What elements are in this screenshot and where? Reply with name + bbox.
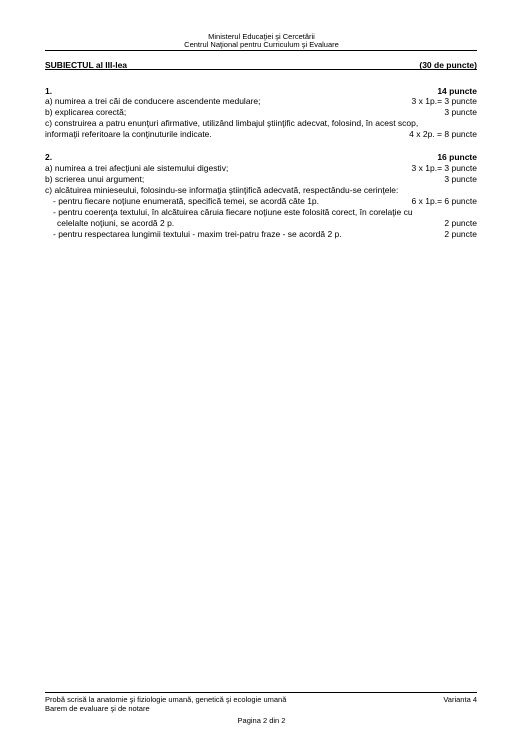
page-number: Pagina 2 din 2 xyxy=(237,716,286,725)
q2-b-text: b) scrierea unui argument; xyxy=(45,174,145,184)
q2-points: 16 puncte xyxy=(437,152,477,162)
footer-variant: Varianta 4 xyxy=(443,695,477,704)
q2-a-points: 3 x 1p.= 3 puncte xyxy=(411,163,477,173)
center-name: Centrul Naţional pentru Curriculum şi Evaluare xyxy=(184,40,339,49)
q1-c-text-1: c) construirea a patru enunţuri afirmative, utilizând limbajul ştiinţific adecvat, folosind, în acest scop, xyxy=(45,118,419,128)
q1-c-text-2: informaţii referitoare la conţinuturile indicate. xyxy=(45,129,212,139)
q1-c-points: 4 x 2p. = 8 puncte xyxy=(409,129,477,139)
q1-a-text: a) numirea a trei căi de conducere ascendente medulare; xyxy=(45,96,261,106)
q2-number: 2. xyxy=(45,152,53,162)
q2-a-text: a) numirea a trei afecţiuni ale sistemului digestiv; xyxy=(45,163,229,173)
q1-a-points: 3 x 1p.= 3 puncte xyxy=(411,96,477,106)
q2-c3-points: 2 puncte xyxy=(444,229,477,239)
q2-c2-text-1: - pentru coerenţa textului, în alcătuirea căruia fiecare noţiune este folosită corect, în corelaţie cu xyxy=(53,207,413,217)
footer-exam-name: Probă scrisă la anatomie şi fiziologie umană, genetică şi ecologie umană xyxy=(45,695,287,704)
q2-c3-text: - pentru respectarea lungimii textului - maxim trei-patru fraze - se acordă 2 p. xyxy=(53,229,342,239)
q2-c1-text: - pentru fiecare noţiune enumerată, specifică temei, se acordă câte 1p. xyxy=(53,196,320,206)
header-divider xyxy=(45,50,477,51)
q1-b-text: b) explicarea corectă; xyxy=(45,107,127,117)
subject-underline xyxy=(45,69,477,70)
q2-c-text: c) alcătuirea minieseului, folosindu-se informaţia ştiinţifică adecvată, respectându-se cerinţele: xyxy=(45,185,399,195)
q1-number: 1. xyxy=(45,86,53,96)
subject-points: (30 de puncte) xyxy=(419,60,477,70)
footer-divider xyxy=(45,692,477,693)
q1-b-points: 3 puncte xyxy=(444,107,477,117)
q1-points: 14 puncte xyxy=(437,86,477,96)
subject-title: SUBIECTUL al III-lea xyxy=(45,60,128,70)
q2-b-points: 3 puncte xyxy=(444,174,477,184)
footer-scheme-name: Barem de evaluare şi de notare xyxy=(45,704,150,713)
q2-c2-text-2: celelalte noţiuni, se acordă 2 p. xyxy=(57,218,175,228)
ministry-name: Ministerul Educaţiei şi Cercetării xyxy=(208,32,315,41)
q2-c2-points: 2 puncte xyxy=(444,218,477,228)
q2-c1-points: 6 x 1p.= 6 puncte xyxy=(411,196,477,206)
